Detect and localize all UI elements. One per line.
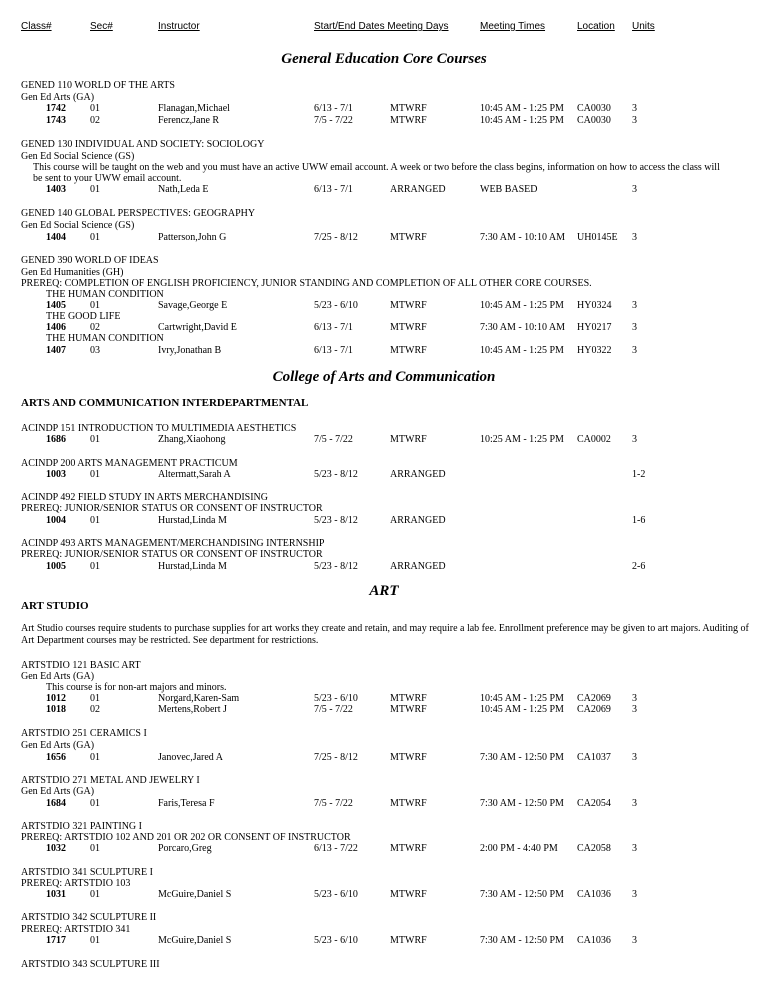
dept-intro: Art Studio courses require students to purchase supplies for art works they create and retain, and may require a lab fee. Enrollment preference may be given to art majors. Auditing of Art Department courses may be restricted. See department for restrictions. [21,623,749,646]
meeting-days: MTWRF [390,345,427,356]
header-location: Location [577,21,615,32]
location: CA2069 [577,704,611,715]
class-number: 1742 [46,103,66,114]
meeting-time: 7:30 AM - 12:50 PM [480,889,564,900]
units: 3 [632,889,637,900]
class-number: 1407 [46,345,66,356]
units: 3 [632,434,637,445]
units: 3 [632,693,637,704]
instructor: Ivry,Jonathan B [158,345,222,356]
location: CA0030 [577,103,611,114]
header-dates-days: Start/End Dates Meeting Days [314,21,449,32]
table-row [0,935,768,947]
course-prereq: PREREQ: JUNIOR/SENIOR STATUS OR CONSENT OF INSTRUCTOR [21,549,323,560]
instructor: Patterson,John G [158,232,227,243]
meeting-days: ARRANGED [390,184,446,195]
class-number: 1656 [46,752,66,763]
meeting-time: 10:45 AM - 1:25 PM [480,693,564,704]
dept-heading: ART STUDIO [21,600,89,612]
table-row [0,798,768,810]
class-number: 1743 [46,115,66,126]
meeting-days: MTWRF [390,434,427,445]
units: 3 [632,345,637,356]
units: 1-6 [632,515,646,526]
section-title-art: ART [369,583,399,599]
instructor: Hurstad,Linda M [158,515,227,526]
meeting-days: ARRANGED [390,469,446,480]
meeting-time: 10:45 AM - 1:25 PM [480,345,564,356]
header-times: Meeting Times [480,21,546,32]
location: HY0324 [577,300,612,311]
meeting-days: MTWRF [390,232,427,243]
meeting-time: 7:30 AM - 12:50 PM [480,752,564,763]
section-topic: THE GOOD LIFE [46,311,121,322]
table-row [0,184,768,196]
instructor: Nath,Leda E [158,184,209,195]
dept-heading: ARTS AND COMMUNICATION INTERDEPARTMENTAL [21,397,309,409]
location: CA2058 [577,843,611,854]
dates: 5/23 - 8/12 [314,561,358,572]
meeting-days: MTWRF [390,704,427,715]
table-row [0,561,768,573]
dates: 7/5 - 7/22 [314,434,353,445]
meeting-time: 10:45 AM - 1:25 PM [480,115,564,126]
dates: 7/25 - 8/12 [314,752,358,763]
course-prereq: PREREQ: ARTSTDIO 103 [21,878,131,889]
header-class: Class# [21,21,52,32]
course-title: GENED 130 INDIVIDUAL AND SOCIETY: SOCIOLOGY [21,139,265,150]
class-number: 1404 [46,232,66,243]
dates: 5/23 - 6/10 [314,300,358,311]
meeting-time: WEB BASED [480,184,538,195]
instructor: McGuire,Daniel S [158,889,232,900]
class-number: 1012 [46,693,66,704]
section-number: 01 [90,561,100,572]
instructor: Norgard,Karen-Sam [158,693,240,704]
dates: 6/13 - 7/1 [314,345,353,356]
location: CA1037 [577,752,611,763]
location: HY0322 [577,345,612,356]
class-number: 1406 [46,322,66,333]
dates: 7/5 - 7/22 [314,704,353,715]
course-prereq: PREREQ: JUNIOR/SENIOR STATUS OR CONSENT OF INSTRUCTOR [21,503,323,514]
units: 3 [632,184,637,195]
course-title: ARTSTDIO 342 SCULPTURE II [21,912,157,923]
section-number: 02 [90,115,100,126]
dates: 7/5 - 7/22 [314,115,353,126]
course-tag: Gen Ed Arts (GA) [21,92,95,103]
instructor: Janovec,Jared A [158,752,223,763]
dates: 5/23 - 8/12 [314,515,358,526]
meeting-days: MTWRF [390,300,427,311]
course-title: GENED 140 GLOBAL PERSPECTIVES: GEOGRAPHY [21,208,256,219]
course-note: be sent to your UWW email account. [33,173,182,184]
section-number: 01 [90,843,100,854]
table-row [0,469,768,481]
units: 3 [632,935,637,946]
units: 3 [632,115,637,126]
table-row [0,345,768,357]
class-number: 1717 [46,935,66,946]
location: CA0002 [577,434,611,445]
dates: 6/13 - 7/22 [314,843,358,854]
course-tag: Gen Ed Social Science (GS) [21,220,135,231]
meeting-days: ARRANGED [390,515,446,526]
dates: 6/13 - 7/1 [314,184,353,195]
course-tag: Gen Ed Social Science (GS) [21,151,135,162]
section-title-arts: College of Arts and Communication [272,369,496,385]
course-tag: Gen Ed Arts (GA) [21,671,95,682]
meeting-time: 10:25 AM - 1:25 PM [480,434,564,445]
units: 3 [632,752,637,763]
meeting-time: 7:30 AM - 12:50 PM [480,798,564,809]
section-number: 01 [90,935,100,946]
meeting-time: 10:45 AM - 1:25 PM [480,300,564,311]
section-number: 03 [90,345,100,356]
dates: 5/23 - 8/12 [314,469,358,480]
units: 1-2 [632,469,646,480]
course-prereq: PREREQ: COMPLETION OF ENGLISH PROFICIENCY, JUNIOR STANDING AND COMPLETION OF ALL OTHER CORE COURSES. [21,278,592,289]
dates: 5/23 - 6/10 [314,935,358,946]
meeting-days: MTWRF [390,115,427,126]
instructor: Cartwright,David E [158,322,237,333]
class-number: 1684 [46,798,66,809]
section-number: 01 [90,300,100,311]
class-number: 1686 [46,434,66,445]
instructor: Flanagan,Michael [158,103,230,114]
section-number: 01 [90,693,100,704]
location: CA1036 [577,935,611,946]
class-number: 1403 [46,184,66,195]
units: 3 [632,798,637,809]
location: CA2069 [577,693,611,704]
location: CA2054 [577,798,611,809]
table-row [0,515,768,527]
location: UH0145E [577,232,618,243]
course-tag: Gen Ed Arts (GA) [21,786,95,797]
section-number: 01 [90,103,100,114]
course-note: This course is for non-art majors and minors. [46,682,227,693]
instructor: Hurstad,Linda M [158,561,227,572]
course-title: ARTSTDIO 321 PAINTING I [21,821,142,832]
course-prereq: PREREQ: ARTSTDIO 341 [21,924,131,935]
course-title: GENED 110 WORLD OF THE ARTS [21,80,175,91]
section-number: 01 [90,232,100,243]
meeting-time: 10:45 AM - 1:25 PM [480,103,564,114]
units: 3 [632,103,637,114]
table-row [0,434,768,446]
instructor: Zhang,Xiaohong [158,434,226,445]
course-tag: Gen Ed Humanities (GH) [21,267,124,278]
location: CA1036 [577,889,611,900]
instructor: Mertens,Robert J [158,704,227,715]
table-row [0,889,768,901]
units: 3 [632,322,637,333]
dates: 7/25 - 8/12 [314,232,358,243]
meeting-time: 2:00 PM - 4:40 PM [480,843,558,854]
section-number: 01 [90,184,100,195]
units: 2-6 [632,561,646,572]
class-number: 1018 [46,704,66,715]
units: 3 [632,843,637,854]
course-title: ACINDP 493 ARTS MANAGEMENT/MERCHANDISING INTERNSHIP [21,538,325,549]
course-title: ARTSTDIO 343 SCULPTURE III [21,959,160,970]
meeting-days: MTWRF [390,693,427,704]
meeting-days: MTWRF [390,752,427,763]
instructor: McGuire,Daniel S [158,935,232,946]
meeting-days: MTWRF [390,103,427,114]
table-row [0,704,768,716]
section-number: 01 [90,434,100,445]
course-tag: Gen Ed Arts (GA) [21,740,95,751]
class-number: 1005 [46,561,66,572]
meeting-time: 7:30 AM - 10:10 AM [480,322,566,333]
class-number: 1031 [46,889,66,900]
course-title: ARTSTDIO 251 CERAMICS I [21,728,147,739]
location: HY0217 [577,322,612,333]
meeting-days: ARRANGED [390,561,446,572]
meeting-days: MTWRF [390,798,427,809]
section-title-gened: General Education Core Courses [281,51,487,67]
units: 3 [632,704,637,715]
section-number: 01 [90,889,100,900]
instructor: Porcaro,Greg [158,843,212,854]
section-number: 02 [90,322,100,333]
meeting-time: 7:30 AM - 10:10 AM [480,232,566,243]
meeting-days: MTWRF [390,843,427,854]
course-title: ARTSTDIO 121 BASIC ART [21,660,141,671]
table-row [0,232,768,244]
table-row [0,115,768,127]
section-topic: THE HUMAN CONDITION [46,289,164,300]
meeting-time: 7:30 AM - 12:50 PM [480,935,564,946]
course-title: ACINDP 151 INTRODUCTION TO MULTIMEDIA AESTHETICS [21,423,297,434]
header-instructor: Instructor [158,21,200,32]
meeting-days: MTWRF [390,935,427,946]
course-prereq: PREREQ: ARTSTDIO 102 AND 201 OR 202 OR CONSENT OF INSTRUCTOR [21,832,351,843]
section-topic: THE HUMAN CONDITION [46,333,164,344]
instructor: Altermatt,Sarah A [158,469,231,480]
dates: 6/13 - 7/1 [314,103,353,114]
dates: 5/23 - 6/10 [314,889,358,900]
header-sec: Sec# [90,21,113,32]
units: 3 [632,232,637,243]
course-title: GENED 390 WORLD OF IDEAS [21,255,159,266]
meeting-days: MTWRF [390,889,427,900]
section-number: 01 [90,469,100,480]
course-title: ACINDP 200 ARTS MANAGEMENT PRACTICUM [21,458,238,469]
dates: 6/13 - 7/1 [314,322,353,333]
class-number: 1405 [46,300,66,311]
section-number: 02 [90,704,100,715]
location: CA0030 [577,115,611,126]
course-title: ARTSTDIO 271 METAL AND JEWELRY I [21,775,200,786]
table-row [0,843,768,855]
instructor: Savage,George E [158,300,228,311]
header-units: Units [632,21,655,32]
course-title: ACINDP 492 FIELD STUDY IN ARTS MERCHANDISING [21,492,269,503]
dates: 5/23 - 6/10 [314,693,358,704]
instructor: Ferencz,Jane R [158,115,220,126]
section-number: 01 [90,798,100,809]
table-row [0,103,768,115]
class-number: 1003 [46,469,66,480]
class-number: 1032 [46,843,66,854]
meeting-days: MTWRF [390,322,427,333]
instructor: Faris,Teresa F [158,798,215,809]
meeting-time: 10:45 AM - 1:25 PM [480,704,564,715]
section-number: 01 [90,515,100,526]
course-title: ARTSTDIO 341 SCULPTURE I [21,867,153,878]
class-number: 1004 [46,515,66,526]
units: 3 [632,300,637,311]
dates: 7/5 - 7/22 [314,798,353,809]
course-note: This course will be taught on the web and you must have an active UWW email account. A week or two before the class begins, information on how to access the class will [33,162,720,173]
table-row [0,752,768,764]
section-number: 01 [90,752,100,763]
